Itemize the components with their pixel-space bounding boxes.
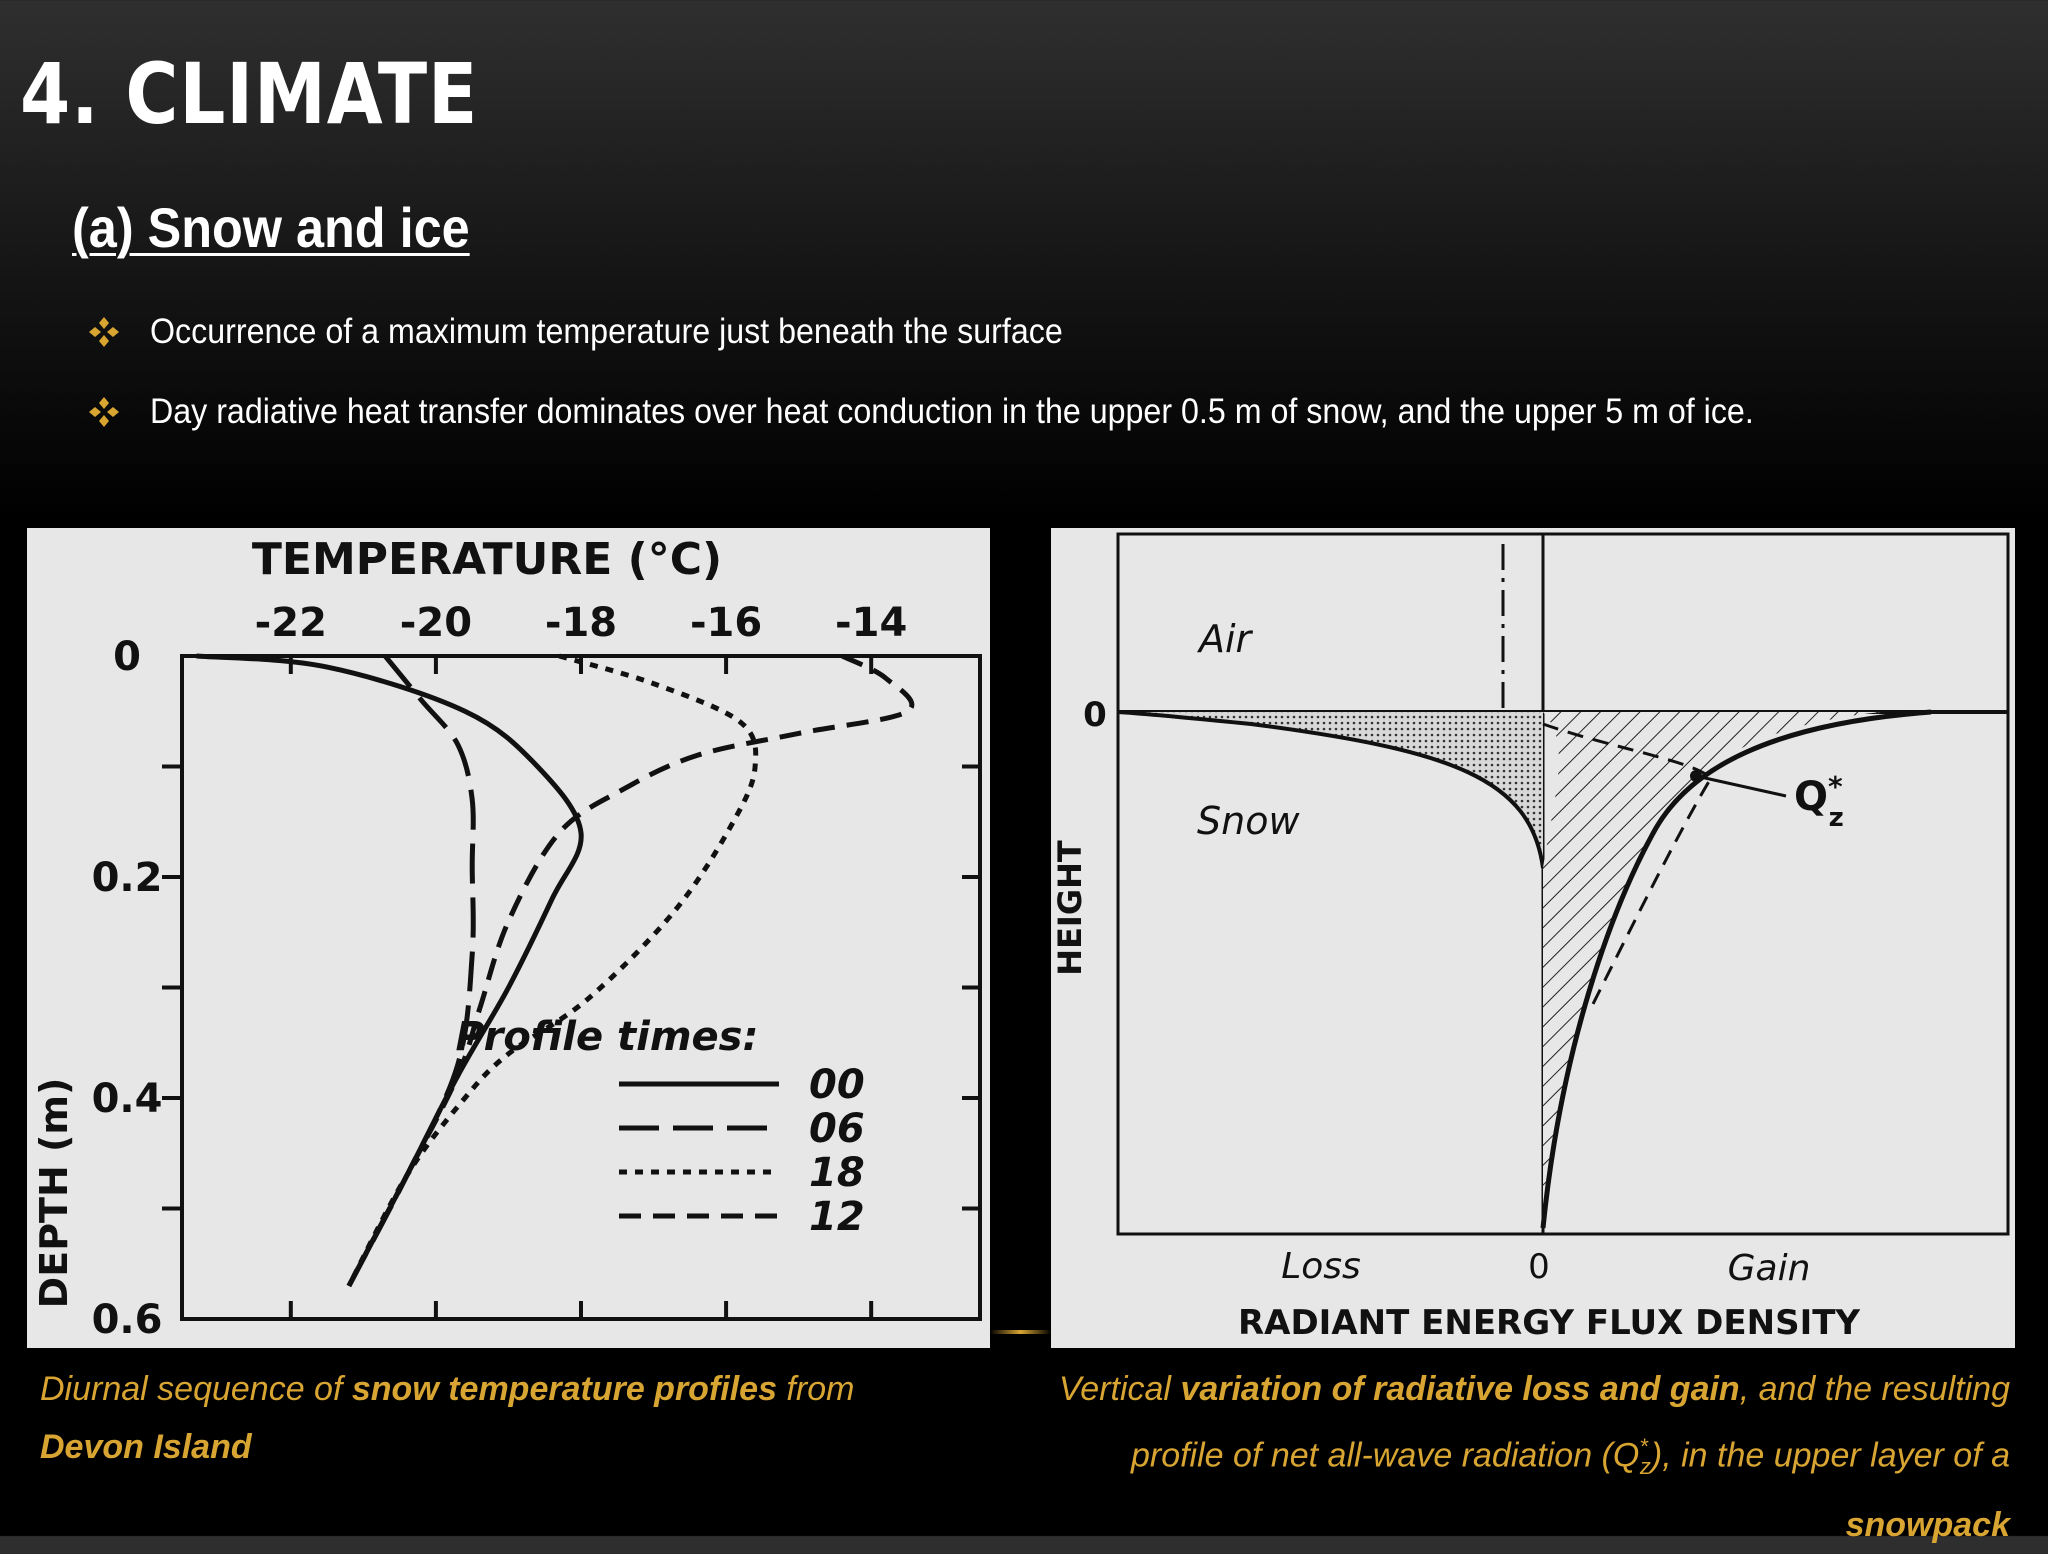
bullet-text: Occurrence of a maximum temperature just beneath the surface (150, 312, 1063, 351)
profile-line-18 (349, 656, 756, 1286)
bullet-list (88, 292, 1893, 452)
x-tick-label: -18 (544, 600, 618, 646)
profile-line-00 (197, 656, 582, 1286)
legend-label-18: 18 (809, 1150, 865, 1196)
surface-zero-label: 0 (1083, 695, 1107, 735)
q-leader-line (1696, 776, 1786, 796)
legend-label-06: 06 (809, 1106, 865, 1152)
profile-lines (197, 656, 912, 1286)
legend-label-12: 12 (809, 1194, 865, 1240)
height-axis-title: HEIGHT (1051, 840, 1089, 976)
bullet-item (88, 372, 1893, 452)
x-gain-label: Gain (1727, 1248, 1811, 1289)
y-tick-label: 0.2 (91, 855, 163, 901)
y-tick-label: 0 (113, 634, 141, 680)
region-snow-label: Snow (1197, 799, 1300, 843)
y-tick-label: 0.6 (91, 1297, 163, 1343)
slide-title: 4. CLIMATE (20, 45, 479, 143)
profile-line-06 (349, 656, 473, 1286)
y-tick-label: 0.4 (91, 1076, 163, 1122)
radiation-profile-diagram (1051, 528, 2015, 1348)
legend (619, 1062, 865, 1240)
region-air-label: Air (1199, 617, 1252, 661)
legend-title: Profile times: (455, 1014, 759, 1060)
left-axis-title: DEPTH (m) (32, 1077, 76, 1309)
x-tick-label: -20 (399, 600, 473, 646)
y-tick-labels (92, 634, 163, 1343)
temperature-profile-figure (27, 528, 990, 1348)
legend-label-00: 00 (809, 1062, 865, 1108)
q-label: Q* z (1794, 770, 1844, 833)
four-diamond-icon (88, 396, 120, 428)
x-axis-title: RADIANT ENERGY FLUX DENSITY (1237, 1303, 1861, 1343)
temperature-profile-chart (27, 528, 990, 1348)
x-loss-label: Loss (1281, 1246, 1361, 1287)
bullet-text: Day radiative heat transfer dominates over heat conduction in the upper 0.5 m of snow, and the upper 5 m of ice. (150, 392, 1754, 431)
top-axis-title: TEMPERATURE (°C) (251, 534, 723, 585)
decorative-gold-line (990, 1330, 1051, 1334)
q-point-marker (1690, 770, 1702, 782)
radiation-profile-figure (1051, 528, 2015, 1348)
left-caption: Diurnal sequence of snow temperature profiles from Devon Island (40, 1370, 855, 1466)
x-tick-label: -22 (254, 600, 327, 646)
four-diamond-icon (88, 316, 120, 348)
x-tick-label: -14 (835, 600, 908, 646)
x-tick-label: -16 (689, 600, 763, 646)
bullet-item (88, 292, 1893, 372)
x-tick-labels (255, 600, 908, 646)
x-zero-label: 0 (1528, 1247, 1550, 1287)
right-caption: Vertical variation of radiative loss and gain, and the resulting profile of net all-wave radiation $(Q^*_z)$, in the upper layer of a snowpack (1058, 1370, 2010, 1545)
slide-subtitle: (a) Snow and ice (72, 196, 470, 259)
